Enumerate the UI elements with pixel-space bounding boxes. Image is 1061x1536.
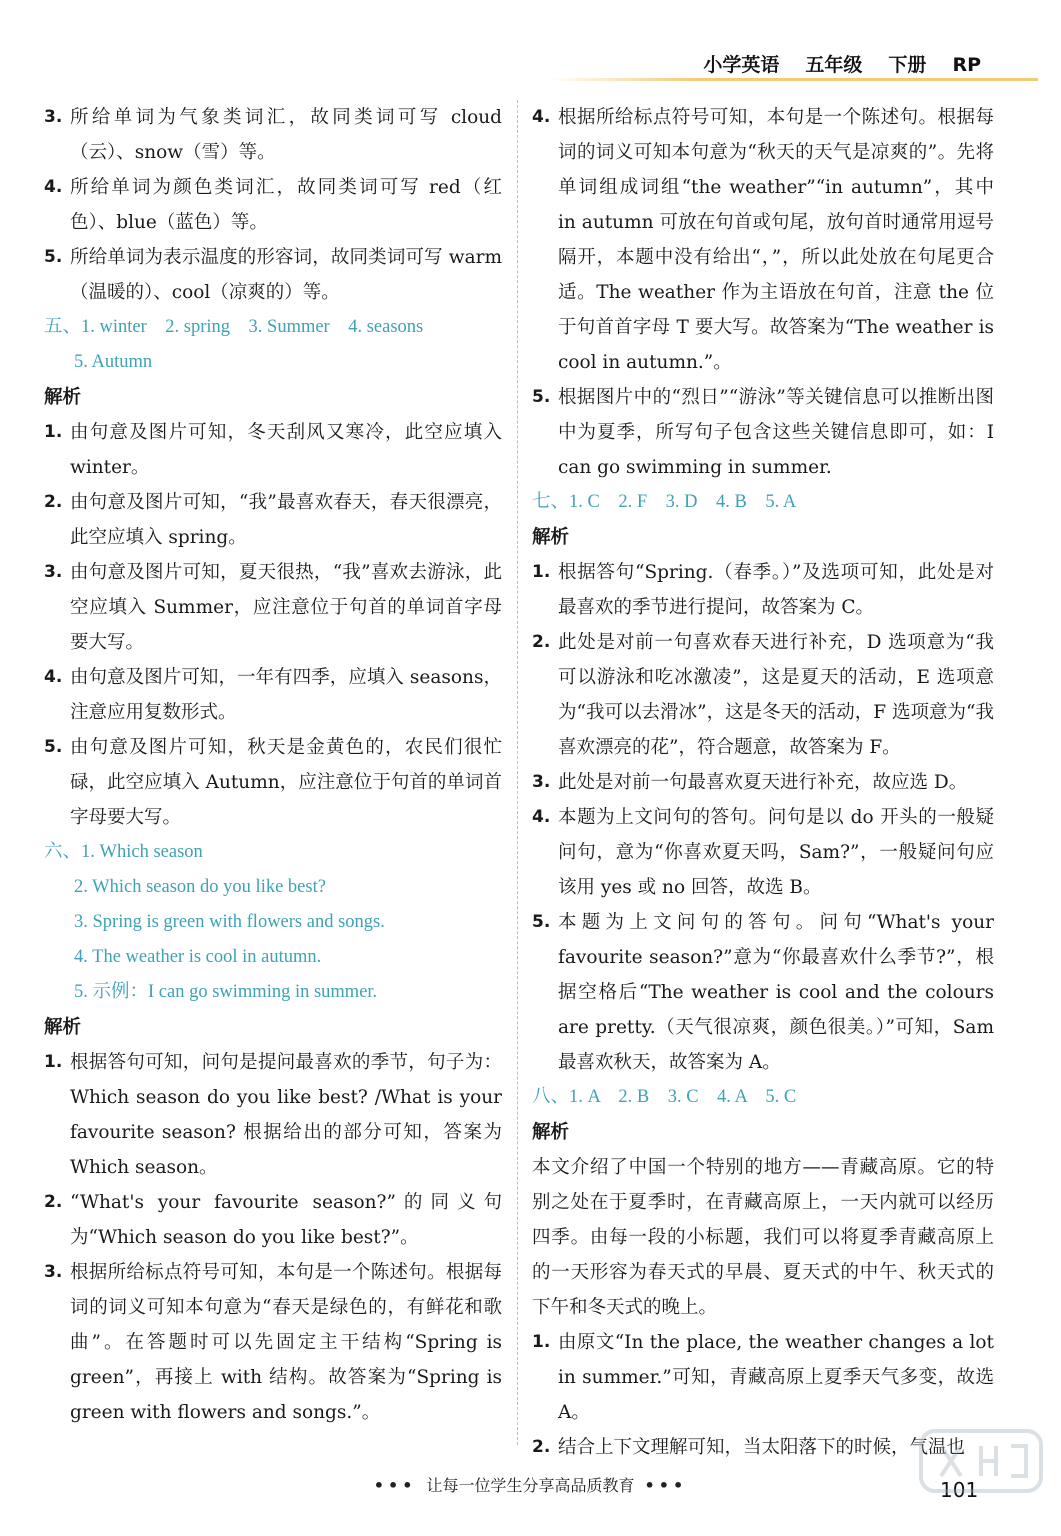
list-item <box>532 100 994 380</box>
item-text: 所给单词为气象类词汇，故同类词可写 cloud（云）、snow（雪）等。 <box>70 107 502 163</box>
item-number: 5. <box>44 247 63 267</box>
answer-line: 5. 示例：I can go swimming in summer. <box>74 982 378 1002</box>
item-text: 由句意及图片可知，冬天刮风又寒冷，此空应填入 winter。 <box>70 422 502 478</box>
header-volume: 下册 <box>888 54 927 76</box>
answer-line: 4. The weather is cool in autumn. <box>74 947 322 967</box>
section-label: 六、 <box>44 842 82 862</box>
watermark-logo <box>901 1416 1061 1536</box>
section-5-answers <box>44 310 502 345</box>
footer-dots-right: ••• <box>644 1476 688 1495</box>
right-column <box>532 100 994 1465</box>
item-number: 3. <box>532 772 551 792</box>
list-item <box>532 765 994 800</box>
list-item <box>532 1325 994 1430</box>
list-item <box>44 100 502 170</box>
item-number: 2. <box>44 492 63 512</box>
list-item <box>532 555 994 625</box>
item-text: 此处是对前一句最喜欢夏天进行补充，故应选 D。 <box>558 772 968 793</box>
item-number: 3. <box>44 107 63 127</box>
item-text: 所给单词为颜色类词汇，故同类词可写 red（红色）、blue（蓝色）等。 <box>70 177 502 233</box>
item-number: 1. <box>532 1332 551 1352</box>
page-number: 101 <box>940 1478 979 1502</box>
item-text: 本题为上文问句的答句。问句“What's your favourite season?”意为“你最喜欢什么季节?”，根据空格后“The weather is cool and the colours are pretty.（天气很凉爽，颜色很美。）”可知，Sam 最喜欢秋天，故答案为 A。 <box>558 912 994 1073</box>
list-item <box>44 485 502 555</box>
item-number: 1. <box>44 422 63 442</box>
list-item <box>44 1255 502 1430</box>
answer-line: 1. C 2. F 3. D 4. B 5. A <box>569 492 797 512</box>
item-number: 4. <box>532 107 551 127</box>
list-item <box>532 380 994 485</box>
list-item <box>44 415 502 485</box>
item-text: 根据所给标点符号可知，本句是一个陈述句。根据每词的词义可知本句意为“秋天的天气是凉爽的”。先将单词组成词组“the weather”“in autumn”，其中 in autumn 可放在句首或句尾，放句首时通常用逗号隔开，本题中没有给出“，”，所以此处放在句尾更合适。The weather 作为主语放在句首，注意 the 位于句首首字母 T 要大写。故答案为“The weather is cool in autumn.”。 <box>558 107 994 373</box>
analysis-heading: 解析 <box>44 1017 82 1038</box>
header-edition: RP <box>952 54 981 76</box>
section-label: 八、 <box>532 1087 570 1107</box>
left-column <box>44 100 502 1430</box>
section-6-answers <box>44 835 502 870</box>
footer-slogan: 让每一位学生分享高品质教育 <box>426 1476 635 1495</box>
header-subject: 小学英语 <box>703 54 780 76</box>
item-text: 由句意及图片可知，“我”最喜欢春天，春天很漂亮，此空应填入 spring。 <box>70 492 502 548</box>
section-label: 七、 <box>532 492 570 512</box>
analysis-heading: 解析 <box>44 387 82 408</box>
answer-line: 2. Which season do you like best? <box>74 877 326 897</box>
passage-summary: 本文介绍了中国一个特别的地方——青藏高原。它的特别之处在于夏季时，在青藏高原上，一天内就可以经历四季。由每一段的小标题，我们可以将夏季青藏高原上的一天形容为春天式的早晨、夏天式的中午、秋天式的下午和冬天式的晚上。 <box>532 1157 994 1318</box>
item-text: 本题为上文问句的答句。问句是以 do 开头的一般疑问句，意为“你喜欢夏天吗，Sam?”，一般疑问句应该用 yes 或 no 回答，故选 B。 <box>558 807 994 898</box>
item-text: 结合上下文理解可知，当太阳落下的时候，气温也 <box>558 1437 966 1458</box>
footer-dots-left: ••• <box>373 1476 417 1495</box>
item-text: 此处是对前一句喜欢春天进行补充，D 选项意为“我可以游泳和吃冰激凌”，这是夏天的活动，E 选项意为“我可以去滑冰”，这是冬天的活动，F 选项意为“我喜欢漂亮的花”，符合题意，故答案为 F。 <box>558 632 994 758</box>
item-text: 由原文“In the place, the weather changes a lot in summer.”可知，青藏高原上夏季天气多变，故选 A。 <box>558 1332 994 1423</box>
analysis-heading: 解析 <box>532 1122 570 1143</box>
answer-line: 3. Spring is green with flowers and songs. <box>74 912 385 932</box>
header-underline <box>548 78 1038 81</box>
item-number: 2. <box>532 1437 551 1457</box>
list-item <box>44 1185 502 1255</box>
section-7-answers <box>532 485 994 520</box>
item-number: 2. <box>532 632 551 652</box>
item-text: 根据答句“Spring.（春季。）”及选项可知，此处是对最喜欢的季节进行提问，故答案为 C。 <box>558 562 994 618</box>
item-text: 由句意及图片可知，一年有四季，应填入 seasons，注意应用复数形式。 <box>70 667 502 723</box>
item-text: 根据答句可知，问句是提问最喜欢的季节，句子为：Which season do you like best? /What is your favourite season? 根据给出的部分可知，答案为 Which season。 <box>70 1052 502 1178</box>
list-item <box>44 1045 502 1185</box>
item-number: 5. <box>532 912 551 932</box>
item-number: 1. <box>532 562 551 582</box>
answer-line: 1. A 2. B 3. C 4. A 5. C <box>569 1087 797 1107</box>
section-8-answers <box>532 1080 994 1115</box>
list-item <box>44 660 502 730</box>
item-number: 4. <box>44 667 63 687</box>
list-item <box>532 625 994 765</box>
section-label: 五、 <box>44 317 82 337</box>
item-number: 4. <box>532 807 551 827</box>
item-text: 所给单词为表示温度的形容词，故同类词可写 warm（温暖的）、cool（凉爽的）等。 <box>70 247 502 303</box>
item-text: 由句意及图片可知，秋天是金黄色的，农民们很忙碌，此空应填入 Autumn，应注意位于句首的单词首字母要大写。 <box>70 737 502 828</box>
list-item <box>532 800 994 905</box>
answer-line: 1. Which season <box>81 842 203 862</box>
column-divider <box>517 100 518 1445</box>
item-number: 4. <box>44 177 63 197</box>
list-item <box>44 555 502 660</box>
item-text: “What's your favourite season?”的同义句为“Which season do you like best?”。 <box>70 1192 502 1248</box>
list-item <box>532 905 994 1080</box>
item-text: 根据所给标点符号可知，本句是一个陈述句。根据每词的词义可知本句意为“春天是绿色的，有鲜花和歌曲”。在答题时可以先固定主干结构“Spring is green”，再接上 with 结构。故答案为“Spring is green with flowers and songs.”。 <box>70 1262 502 1423</box>
item-number: 2. <box>44 1192 63 1212</box>
answer-line: 5. Autumn <box>74 352 153 372</box>
item-number: 5. <box>532 387 551 407</box>
list-item <box>44 170 502 240</box>
item-text: 由句意及图片可知，夏天很热，“我”喜欢去游泳，此空应填入 Summer，应注意位于句首的单词首字母要大写。 <box>70 562 502 653</box>
page-header <box>703 50 981 77</box>
item-text: 根据图片中的“烈日”“游泳”等关键信息可以推断出图中为夏季，所写句子包含这些关键信息即可，如：I can go swimming in summer. <box>558 387 994 478</box>
list-item <box>44 730 502 835</box>
analysis-heading: 解析 <box>532 527 570 548</box>
list-item <box>44 240 502 310</box>
item-number: 1. <box>44 1052 63 1072</box>
item-number: 3. <box>44 1262 63 1282</box>
item-number: 5. <box>44 737 63 757</box>
answer-line: 1. winter 2. spring 3. Summer 4. seasons <box>81 317 424 337</box>
item-number: 3. <box>44 562 63 582</box>
header-grade: 五年级 <box>805 54 863 76</box>
